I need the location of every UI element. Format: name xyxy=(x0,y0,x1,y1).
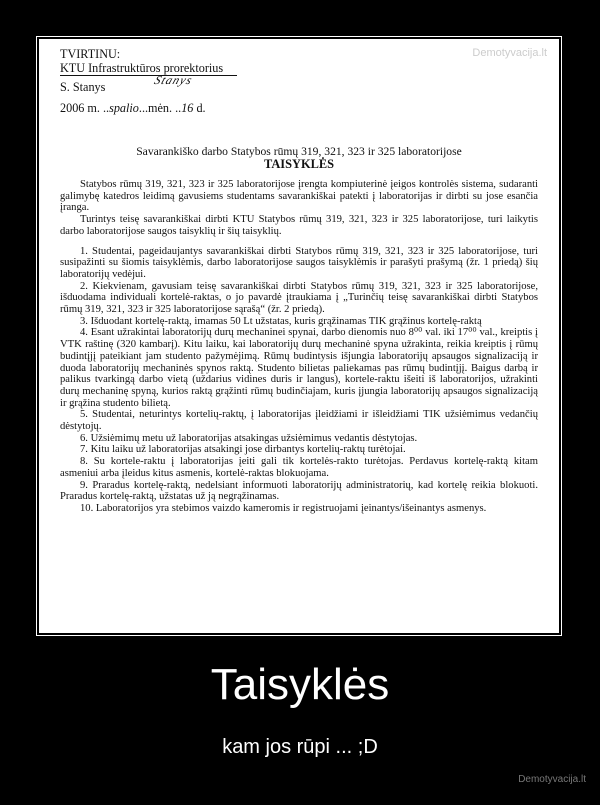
rule-item: 10. Laboratorijos yra stebimos vaizdo kameromis ir registruojami įeinantys/išeinantys asmenys. xyxy=(80,502,487,514)
rule-item: 4. Esant užrakintai laboratorijų durų mechaninei spynai, darbo dienomis nuo 8⁰⁰ val. iki 17⁰⁰ val., kreiptis į VTK raštinę (320 kambarį). Kitu laiku, kai laboratorijų durų mechaninė spyna užrakinta, reikia kreiptis į rūmų budintįjį pateikiant jam studento pažymėjimą. Rūmų budintysis išjungia laboratorijų apsaugos signalizaciją ir duoda laboratorijų mechaninės spynos raktą. Studento bilietas paliekamas pas rūmų budintįjį. Baigus darbą ir palikus tvarkingą darbo vietą (uždarius vidines duris ir langus), kortele-raktu išeiti iš laboratorijos, užrakinti durų mechaninę spyną, kurios raktą grąžinti rūmų budinčiajam, kuris įjungia laboratorijų apsaugos signalizaciją ir grąžina studento bilietą. xyxy=(60,327,538,409)
approver-position: KTU Infrastruktūros prorektorius xyxy=(60,61,237,76)
poster-title: Taisyklės xyxy=(210,660,390,709)
watermark: Demotyvacija.lt xyxy=(472,47,547,59)
rule-item: 6. Užsiėmimų metu už laboratorijas atsakingas užsiėmimus vedantis dėstytojas. xyxy=(80,432,418,444)
intro-paragraph: Statybos rūmų 319, 321, 323 ir 325 laboratorijose įrengta kompiuterinė įeigos kontrolės sistema, sudaranti galimybę katedros leidimą gavusiems studentams savarankiškai patekti į laboratorijas ir dirbti su jose esančia įranga. xyxy=(60,179,538,214)
document-title xyxy=(60,145,538,171)
approval-date xyxy=(60,101,538,115)
signature: Stanys xyxy=(152,73,196,87)
title-rules: TAISYKLĖS xyxy=(263,157,334,171)
date-year: 2006 m. .. xyxy=(60,101,110,115)
rule-item: 2. Kiekvienam, gavusiam teisę savarankiškai dirbti Statybos rūmų 319, 321, 323 ir 325 laboratorijose, išduodama individuali kortelė-raktas, o jo pavardė įtraukiama į „Turinčių teisę savarankiškai dirbti Statybos rūmų 319, 321, 323 ir 325 laboratorijose sąrašą“ (žr. 2 priedą). xyxy=(60,280,538,316)
intro-paragraph: Turintys teisę savarankiškai dirbti KTU Statybos rūmų 319, 321, 323 ir 325 laboratorijose, turi laikytis darbo laboratorijose saugos taisyklių ir šių taisyklių. xyxy=(60,214,538,237)
approver-name: S. Stanys xyxy=(60,80,106,94)
rule-item: 3. Išduodant kortelę-raktą, imamas 50 Lt užstatas, kuris grąžinamas TIK grąžinus kortelę-raktą xyxy=(80,315,482,327)
approve-label: TVIRTINU: xyxy=(60,47,121,61)
title-line: Savarankiško darbo Statybos rūmų 319, 321, 323 ir 325 laboratorijose xyxy=(136,145,462,158)
date-day: 16 xyxy=(181,101,194,115)
document-body xyxy=(60,47,538,515)
document-scan xyxy=(39,39,559,633)
site-watermark: Demotyvacija.lt xyxy=(518,774,586,785)
rule-item: 9. Praradus kortelę-raktą, nedelsiant informuoti laboratorijų administratorių, kad kortelę reikia blokuoti. Praradus kortelę-raktą, užstatas už ją negrąžinamas. xyxy=(60,479,538,503)
rule-item: 7. Kitu laiku už laboratorijas atsakingi jose dirbantys kortelių-raktų turėtojai. xyxy=(80,444,406,456)
date-month: spalio xyxy=(109,101,139,115)
poster-subtitle: kam jos rūpi ... ;D xyxy=(222,736,378,758)
approver-name-row xyxy=(60,73,538,94)
date-suffix: d. xyxy=(193,101,206,115)
date-mid: ...mėn. .. xyxy=(138,101,182,115)
rule-item: 8. Su kortele-raktu į laboratorijas įeiti gali tik kortelės-rakto turėtojas. Perdavus kortelę-raktą kitam asmeniui arba įleidus kitus asmenis, kortelė-raktas blokuojama. xyxy=(60,456,538,479)
rule-item: 1. Studentai, pageidaujantys savarankiškai dirbti Statybos rūmų 319, 321, 323 ir 325 laboratorijose, turi susipažinti su šiomis taisyklėmis, darbo laboratorijose saugos taisyklėmis ir parašyti prašymą (žr. 1 priedą) šių laboratorijų vedėjui. xyxy=(60,245,538,280)
approval-block xyxy=(60,47,538,115)
rule-item: 5. Studentai, neturintys kortelių-raktų, į laboratorijas įleidžiami ir išleidžiami TIK užsiėmimus vedančių dėstytojų. xyxy=(60,409,538,433)
rules-list xyxy=(60,246,538,515)
